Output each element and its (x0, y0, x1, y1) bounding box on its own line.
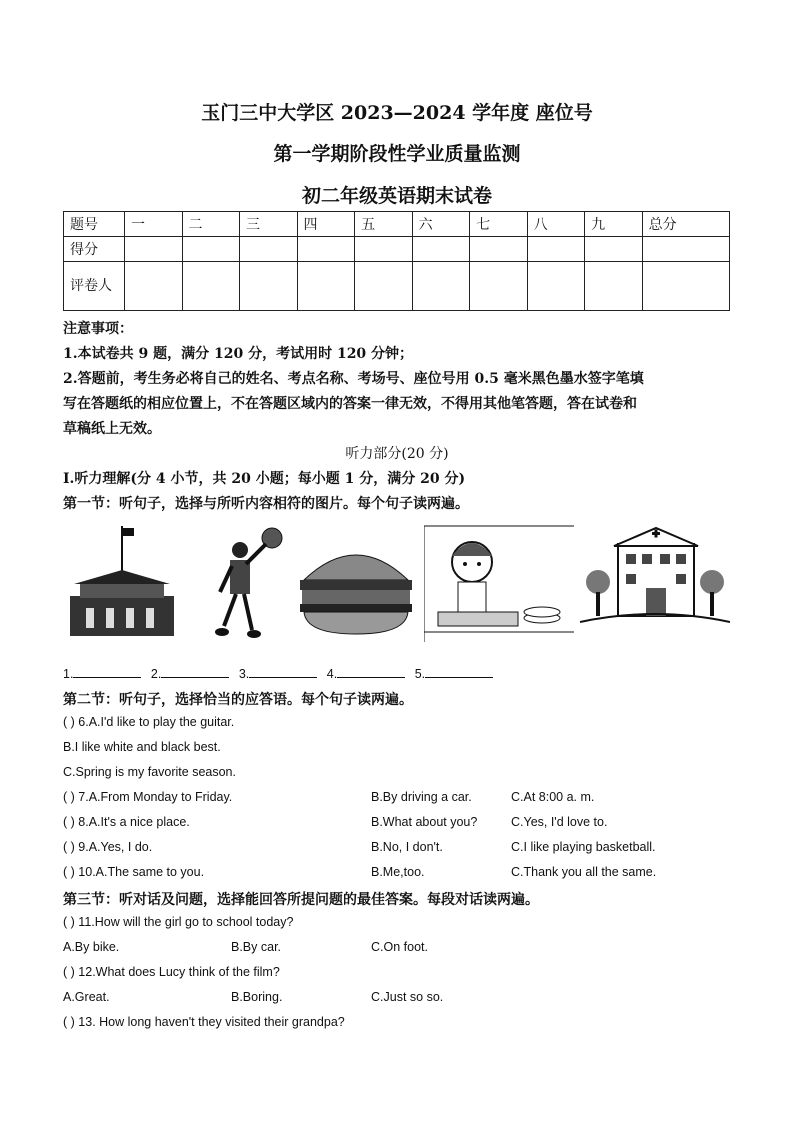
question-9-option-b: B.No, I don't. (371, 840, 443, 854)
section-3-title: 第三节：听对话及问题，选择能回答所提问题的最佳答案。每段对话读两遍。 (63, 892, 539, 908)
answer-paren[interactable]: ( ) (63, 965, 75, 979)
grader-cell[interactable] (240, 262, 298, 311)
question-10-option-c: C.Thank you all the same. (511, 865, 657, 879)
question-8 (63, 815, 190, 829)
grader-cell[interactable] (125, 262, 183, 311)
question-12-option-c: C.Just so so. (371, 990, 444, 1004)
grader-cell[interactable] (585, 262, 643, 311)
question-7 (63, 790, 232, 804)
answer-blank[interactable] (73, 665, 141, 678)
question-8-option-c: C.Yes, I'd love to. (511, 815, 608, 829)
option-a: 10.A.The same to you. (78, 865, 205, 879)
hamburger-picture (294, 522, 418, 642)
answer-paren[interactable]: ( ) (63, 840, 75, 854)
question-7-option-c: C.At 8:00 a. m. (511, 790, 595, 804)
question-8-option-b: B.What about you? (371, 815, 478, 829)
blank-label: 4. (326, 667, 338, 681)
grader-cell[interactable] (470, 262, 528, 311)
answer-paren[interactable]: ( ) (63, 1015, 75, 1029)
score-row-label: 得分 (64, 237, 125, 262)
score-header-cell: 二 (182, 212, 240, 237)
score-header-cell: 总分 (642, 212, 729, 237)
question-9-option-c: C.I like playing basketball. (511, 840, 656, 854)
hospital-picture (580, 522, 730, 642)
question-12-option-a: A.Great. (63, 990, 110, 1004)
grader-cell[interactable] (412, 262, 470, 311)
option-a: 6.A.I'd like to play the guitar. (78, 715, 235, 729)
option-a: 9.A.Yes, I do. (78, 840, 153, 854)
option-a: 8.A.It's a nice place. (78, 815, 190, 829)
grader-cell[interactable] (355, 262, 413, 311)
question-10 (63, 865, 204, 879)
question-12 (63, 965, 280, 979)
answer-blank[interactable] (425, 665, 493, 678)
score-cell[interactable] (642, 237, 729, 262)
grader-cell[interactable] (182, 262, 240, 311)
question-11-option-a: A.By bike. (63, 940, 120, 954)
listening-section-title: I.听力理解(分 4 小节，共 20 小题；每小题 1 分，满分 20 分) (63, 471, 466, 487)
listening-part-title: 听力部分(20 分) (345, 446, 449, 462)
question-11-option-c: C.On foot. (371, 940, 428, 954)
grader-row-label: 评卷人 (64, 262, 125, 311)
question-11 (63, 915, 293, 929)
tiananmen-picture (66, 522, 178, 642)
answer-paren[interactable]: ( ) (63, 815, 75, 829)
score-cell[interactable] (182, 237, 240, 262)
notes-title: 注意事项： (63, 321, 133, 337)
washing-dishes-picture (424, 522, 574, 642)
grader-cell[interactable] (527, 262, 585, 311)
blank-label: 5. (414, 667, 426, 681)
answer-paren[interactable]: ( ) (63, 790, 75, 804)
question-13 (63, 1015, 345, 1029)
header-line-3: 初二年级英语期末试卷 (301, 185, 492, 207)
option-a: 7.A.From Monday to Friday. (78, 790, 233, 804)
question-9 (63, 840, 152, 854)
question-12-option-b: B.Boring. (231, 990, 283, 1004)
score-header-cell: 三 (240, 212, 298, 237)
blank-label: 1. (63, 667, 74, 681)
score-header-cell: 五 (355, 212, 413, 237)
question-10-option-b: B.Me,too. (371, 865, 425, 879)
score-table (63, 211, 730, 311)
grader-cell[interactable] (297, 262, 355, 311)
score-cell[interactable] (412, 237, 470, 262)
question-text: 11.How will the girl go to school today? (78, 915, 294, 929)
section-2-title: 第二节：听句子，选择恰当的应答语。每个句子读两遍。 (63, 692, 413, 708)
question-6-option-c: C.Spring is my favorite season. (63, 765, 236, 779)
score-cell[interactable] (125, 237, 183, 262)
score-header-cell: 六 (412, 212, 470, 237)
question-6-option-b: B.I like white and black best. (63, 740, 221, 754)
question-text: 12.What does Lucy think of the film? (78, 965, 280, 979)
score-cell[interactable] (585, 237, 643, 262)
header-line-1: 玉门三中大学区 2023—2024 学年度 座位号 (201, 102, 593, 124)
score-header-cell: 四 (297, 212, 355, 237)
note-item-2a: 2.答题前，考生务必将自己的姓名、考点名称、考场号、座位号用 0.5 毫米黑色墨水签字笔填 (63, 371, 644, 387)
score-header-cell: 题号 (64, 212, 125, 237)
answer-blank[interactable] (249, 665, 317, 678)
question-11-option-b: B.By car. (231, 940, 282, 954)
header-line-2: 第一学期阶段性学业质量监测 (273, 143, 521, 165)
score-cell[interactable] (527, 237, 585, 262)
picture-answer-blanks (63, 665, 499, 681)
blank-label: 3. (238, 667, 250, 681)
score-header-cell: 七 (470, 212, 528, 237)
answer-blank[interactable] (337, 665, 405, 678)
section-1-title: 第一节：听句子，选择与所听内容相符的图片。每个句子读两遍。 (63, 496, 469, 512)
score-cell[interactable] (297, 237, 355, 262)
question-text: 13. How long haven't they visited their grandpa? (78, 1015, 345, 1029)
score-header-cell: 九 (585, 212, 643, 237)
score-cell[interactable] (240, 237, 298, 262)
score-cell[interactable] (470, 237, 528, 262)
answer-paren[interactable]: ( ) (63, 865, 75, 879)
note-item-1: 1.本试卷共 9 题，满分 120 分，考试用时 120 分钟； (63, 346, 414, 362)
basketball-picture (196, 522, 286, 652)
answer-blank[interactable] (161, 665, 229, 678)
note-item-2c: 草稿纸上无效。 (63, 421, 161, 437)
answer-paren[interactable]: ( ) (63, 715, 75, 729)
question-7-option-b: B.By driving a car. (371, 790, 472, 804)
answer-paren[interactable]: ( ) (63, 915, 75, 929)
blank-label: 2. (150, 667, 162, 681)
note-item-2b: 写在答题纸的相应位置上，不在答题区域内的答案一律无效，不得用其他笔答题，答在试卷和 (63, 396, 637, 412)
score-header-cell: 一 (125, 212, 183, 237)
score-cell[interactable] (355, 237, 413, 262)
score-header-cell: 八 (527, 212, 585, 237)
grader-cell[interactable] (642, 262, 729, 311)
question-6 (63, 715, 234, 729)
